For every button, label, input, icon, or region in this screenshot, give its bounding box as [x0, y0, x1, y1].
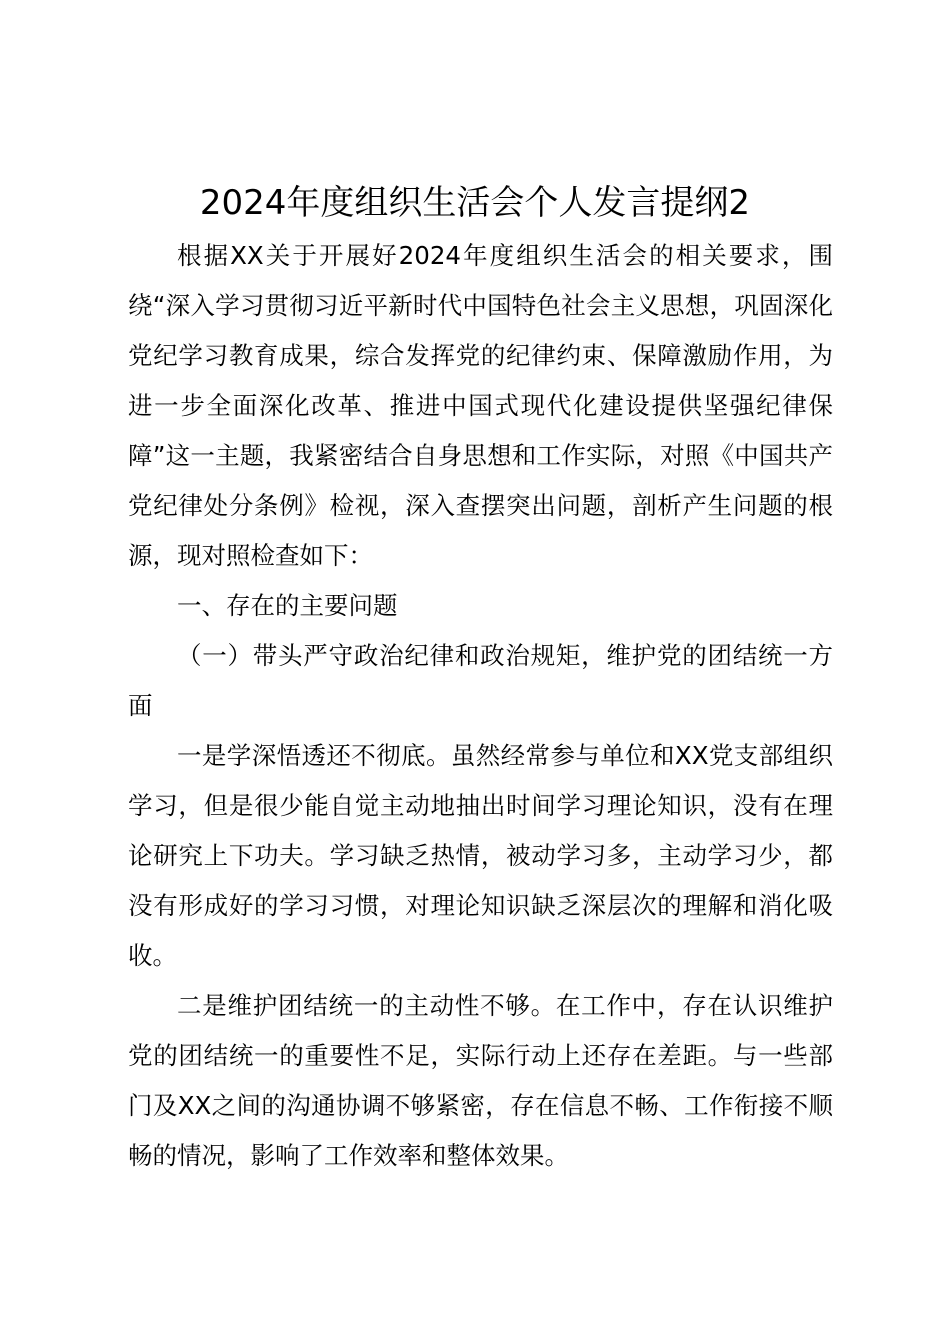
- subsection-heading: （一）带头严守政治纪律和政治规矩，维护党的团结统一方面: [128, 641, 833, 720]
- document-title: 2024年度组织生活会个人发言提纲2: [199, 183, 751, 223]
- intro-paragraph: 根据XX关于开展好2024年度组织生活会的相关要求，围绕“深入学习贯彻习近平新时代中国特色社会主义思想，巩固深化党纪学习教育成果，综合发挥党的纪律约束、保障激励作用，为进一步全面深化改革、推进中国式现代化建设提供坚强纪律保障”这一主题，我紧密结合自身思想和工作实际，对照《中国共产党纪律处分条例》检视，深入查摆突出问题，剖析产生问题的根源，现对照检查如下：: [128, 241, 833, 570]
- section-heading: 一、存在的主要问题: [177, 591, 398, 620]
- document-body: [128, 231, 833, 1181]
- issue-paragraph-1: 一是学深悟透还不彻底。虽然经常参与单位和XX党支部组织学习，但是很少能自觉主动地抽出时间学习理论知识，没有在理论研究上下功夫。学习缺乏热情，被动学习多，主动学习少，都没有形成好的学习习惯，对理论知识缺乏深层次的理解和消化吸收。: [128, 741, 833, 970]
- issue-paragraph-2: 二是维护团结统一的主动性不够。在工作中，存在认识维护党的团结统一的重要性不足，实际行动上还存在差距。与一些部门及XX之间的沟通协调不够紧密，存在信息不畅、工作衔接不顺畅的情况，影响了工作效率和整体效果。: [128, 991, 833, 1170]
